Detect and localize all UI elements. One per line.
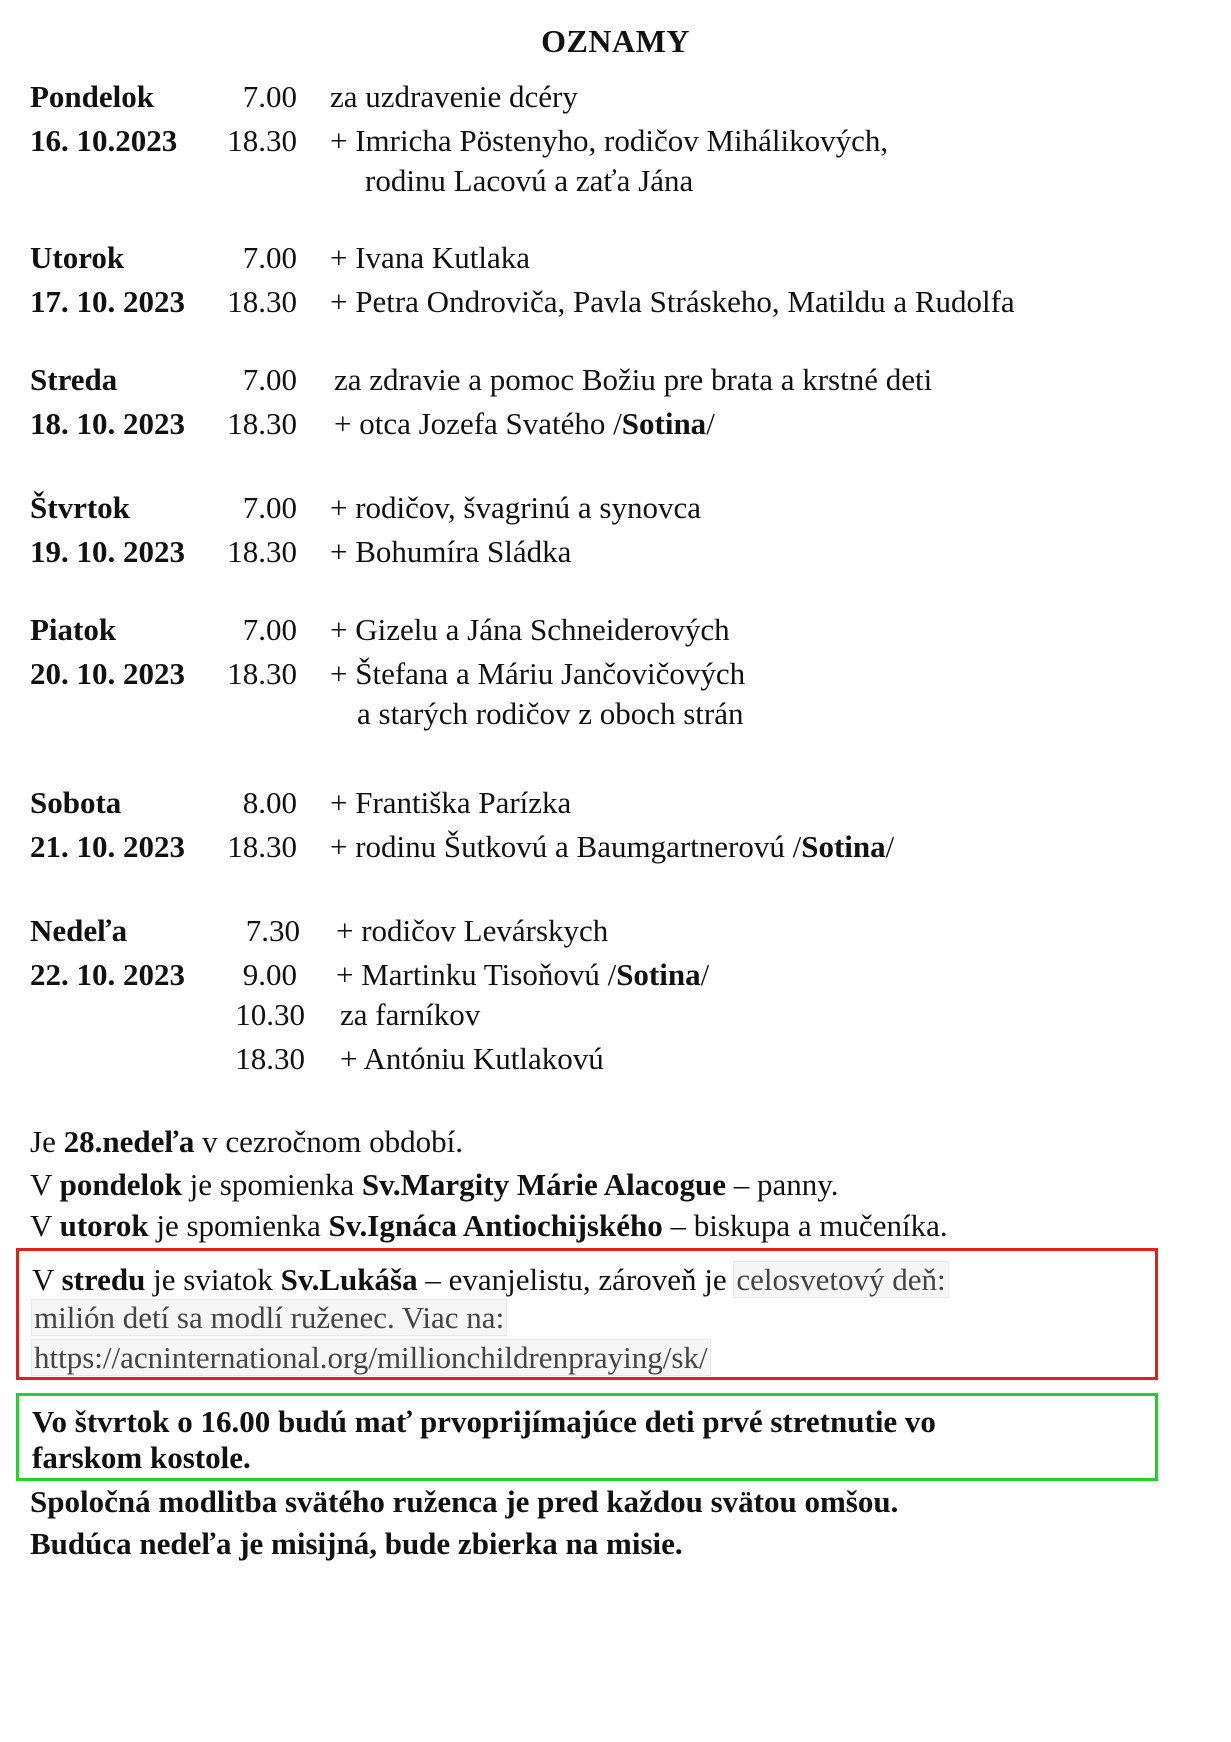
day-name: Piatok [30,612,117,647]
mass-time: 18.30 [227,656,297,691]
text-segment: + Štefana a Máriu Jančovičových [330,656,746,691]
text-segment: za farníkov [340,997,481,1032]
mass-intention [330,489,701,526]
bold-text: Sv.Lukáša [280,1262,418,1297]
text-segment: v cezročnom období. [194,1124,463,1159]
mass-time: 18.30 [227,534,297,569]
text-segment: / [885,829,895,864]
mass-intention [330,533,571,570]
mass-intention [334,361,932,398]
schedule-row-continuation [0,695,1231,735]
schedule-row [0,489,1231,529]
mass-time: 18.30 [227,829,297,864]
text-segment: milión detí sa modlí ruženec. Viac na: [34,1300,505,1335]
schedule-row [0,283,1231,323]
text-segment: – evanjelistu, zároveň je [417,1262,735,1297]
lukas-feast-box [16,1248,1158,1380]
text-segment: V [32,1262,62,1297]
mass-time: 18.30 [227,406,297,441]
text-segment: + Petra Ondroviča, Pavla Stráskeho, Matildu a Rudolfa [330,284,1015,319]
mass-time: 10.30 [235,997,305,1032]
bold-text: stredu [61,1262,146,1297]
schedule-row [0,361,1231,401]
day-name: Streda [30,362,118,397]
schedule-row [0,784,1231,824]
mass-intention [330,283,1015,320]
mass-intention [340,996,480,1033]
mass-intention [330,611,730,648]
notes-section [30,1123,1210,1248]
mass-intention [330,239,530,276]
text-segment: + rodičov Levárskych [336,913,609,948]
text-segment: rodinu Lacovú a zaťa Jána [365,163,694,198]
text-segment: + Martinku Tisoňovú / [336,957,617,992]
mass-date: 22. 10. 2023 [30,957,185,992]
text-segment: – panny. [726,1167,839,1202]
text-segment: https://acninternational.org/millionchildrenpraying/sk/ [34,1340,708,1375]
text-segment: V [30,1208,60,1243]
bold-text: Sotina [621,406,707,441]
mass-time: 7.30 [245,913,300,948]
final-announcement-line: Budúca nedeľa je misijná, bude zbierka na misie. [30,1526,683,1561]
mass-time: 18.30 [235,1041,305,1076]
day-name: Sobota [30,785,122,820]
text-segment: + Ivana Kutlaka [330,240,530,275]
schedule-row [0,78,1231,118]
mass-date: 17. 10. 2023 [30,284,185,319]
schedule-row [0,122,1231,162]
note-line [30,1123,1210,1166]
bold-text: utorok [59,1208,149,1243]
mass-time: 7.00 [242,612,297,647]
text-segment: – biskupa a mučeníka. [662,1208,948,1243]
schedule-row [0,996,1231,1036]
schedule-row [0,912,1231,952]
day-name: Nedeľa [30,913,128,948]
text-segment: V [30,1167,60,1202]
text-segment: + Gizelu a Jána Schneiderových [330,612,730,647]
text-segment: + Bohumíra Sládka [330,534,572,569]
text-segment: + Imricha Pöstenyho, rodičov Mihálikových, [330,123,889,158]
text-segment: za uzdravenie dcéry [330,79,578,114]
bold-text: 28.nedeľa [63,1124,195,1159]
mass-intention [330,655,745,692]
day-name: Utorok [30,240,125,275]
note-line [30,1207,1210,1248]
text-segment: za zdravie a pomoc Božiu pre brata a krstné deti [334,362,933,397]
mass-time: 18.30 [227,123,297,158]
schedule-row [0,611,1231,651]
day-name: Štvrtok [30,490,130,525]
bold-text: Sotina [801,829,886,864]
text-segment: + rodinu Šutkovú a Baumgartnerovú / [330,829,802,864]
text-segment: je spomienka [148,1208,329,1243]
mass-date: 21. 10. 2023 [30,829,185,864]
text-segment: + rodičov, švagrinú a synovca [330,490,702,525]
page-title: OZNAMY [541,23,690,59]
mass-time: 9.00 [242,957,297,992]
schedule-row-continuation [0,162,1231,202]
mass-date: 19. 10. 2023 [30,534,185,569]
note-line [30,1166,1210,1207]
final-announcement-line: Spoločná modlitba svätého ruženca je pred každou svätou omšou. [30,1484,899,1519]
mass-intention [330,784,571,821]
schedule-row [0,956,1231,996]
schedule-row [0,828,1231,868]
mass-intention [336,912,608,949]
text-segment: je spomienka [181,1167,362,1202]
first-communion-box [16,1393,1158,1481]
schedule-row [0,533,1231,573]
text-segment: + otca Jozefa Svatého / [334,406,622,441]
mass-intention [330,122,888,159]
text-segment: Je [30,1124,64,1159]
mass-time: 7.00 [242,240,297,275]
text-segment: je sviatok [145,1262,281,1297]
mass-intention [330,78,578,115]
mass-time: 7.00 [242,362,297,397]
bold-text: pondelok [59,1167,182,1202]
mass-intention [340,1040,604,1077]
text-segment: / [706,406,715,441]
bold-text: Sotina [616,957,701,992]
first-communion-line: farskom kostole. [32,1440,251,1475]
text-segment: + Antóniu Kutlakovú [340,1041,604,1076]
highlighted-note-line [32,1261,948,1298]
mass-date: 20. 10. 2023 [30,656,185,691]
schedule-row [0,405,1231,445]
schedule-row [0,239,1231,279]
text-segment: a starých rodičov z oboch strán [357,696,744,731]
mass-time: 8.00 [242,785,297,820]
schedule-row [0,655,1231,695]
mass-date: 18. 10. 2023 [30,406,185,441]
schedule-row [0,1040,1231,1080]
mass-time: 7.00 [242,79,297,114]
bold-text: Sv.Ignáca Antiochijského [328,1208,663,1243]
mass-intention [334,405,715,442]
text-segment: / [700,957,710,992]
mass-intention [336,956,709,993]
first-communion-line: Vo štvrtok o 16.00 budú mať prvoprijímajúce deti prvé stretnutie vo [32,1404,936,1439]
mass-date: 16. 10.2023 [30,123,178,158]
bold-text: Sv.Margity Márie Alacogue [361,1167,727,1202]
mass-time: 7.00 [242,490,297,525]
text-segment: celosvetový deň: [736,1262,946,1297]
mass-time: 18.30 [227,284,297,319]
highlighted-note-line [32,1299,506,1336]
mass-intention [330,828,894,865]
text-segment: + Františka Parízka [330,785,572,820]
highlighted-note-line [32,1339,710,1376]
mass-intention-continuation [357,695,744,732]
mass-intention-continuation [365,162,693,199]
day-name: Pondelok [30,79,155,114]
